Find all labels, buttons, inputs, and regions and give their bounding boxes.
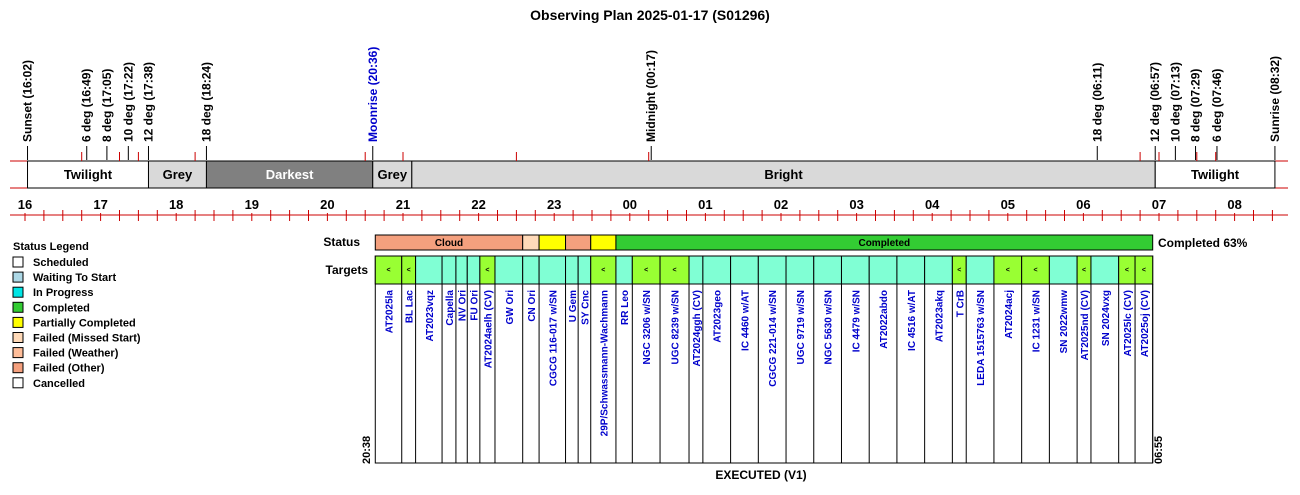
- target-name: AT2024acj: [1003, 290, 1015, 339]
- target-block: [616, 256, 632, 284]
- target-mark: <: [672, 267, 677, 274]
- legend-item-label: Failed (Missed Start): [33, 332, 141, 345]
- hour-axis: [10, 197, 1288, 221]
- legend-item-label: Completed: [33, 302, 90, 315]
- target-mark: <: [601, 267, 606, 274]
- hour-label: 00: [622, 197, 638, 212]
- target-mark: <: [1005, 267, 1010, 274]
- targets-row: [326, 256, 1153, 463]
- target-name: AT2022abdo: [879, 290, 891, 349]
- target-block: [703, 256, 731, 284]
- target-block: [814, 256, 842, 284]
- hour-label: 19: [244, 197, 260, 212]
- event-label: 8 deg (17:05): [99, 68, 114, 142]
- target-name: IC 1231 w/SN: [1031, 290, 1043, 353]
- target-block: [523, 256, 539, 284]
- target-name: AT2023vqz: [424, 290, 436, 342]
- status-segment: [591, 235, 616, 250]
- target-name: AT2025la: [384, 290, 396, 334]
- legend-swatch: [13, 348, 23, 358]
- event-label: 10 deg (07:13): [1168, 61, 1183, 142]
- target-name: AT2024ggh (CV): [691, 290, 703, 367]
- target-name: AT2025lc (CV): [1122, 290, 1134, 357]
- target-mark: <: [1033, 267, 1038, 274]
- status-segment-label: Cloud: [434, 238, 464, 249]
- target-name: Capella: [444, 290, 456, 326]
- target-block: [1091, 256, 1119, 284]
- legend-item-label: Failed (Weather): [33, 347, 119, 360]
- target-name: CGCG 116-017 w/SN: [548, 290, 560, 387]
- legend-swatch: [13, 317, 23, 327]
- target-mark: <: [485, 267, 490, 274]
- target-block: [786, 256, 814, 284]
- status-row: [323, 235, 1247, 250]
- hour-label: 06: [1076, 197, 1091, 212]
- target-mark: <: [957, 267, 962, 274]
- target-block: [578, 256, 591, 284]
- legend-swatch: [13, 272, 23, 282]
- hour-label: 05: [1000, 197, 1016, 212]
- target-block: [467, 256, 480, 284]
- target-name: SN 2024vxg: [1100, 290, 1112, 347]
- hour-label: 22: [471, 197, 486, 212]
- window-start-time: 20:38: [361, 435, 373, 464]
- legend-item-label: Partially Completed: [33, 317, 136, 330]
- hour-label: 21: [395, 197, 411, 212]
- hour-label: 23: [546, 197, 562, 212]
- target-block: [495, 256, 523, 284]
- target-mark: <: [1124, 267, 1129, 274]
- target-name: T CrB: [955, 290, 967, 318]
- target-mark: <: [1081, 267, 1087, 274]
- target-block: [869, 256, 897, 284]
- target-mark: <: [1141, 267, 1146, 274]
- target-mark: <: [386, 267, 391, 274]
- target-block: [966, 256, 994, 284]
- sky-band-label: Twilight: [1190, 167, 1240, 182]
- target-name: NGC 3206 w/SN: [642, 290, 654, 365]
- legend-item-label: Failed (Other): [33, 362, 105, 375]
- target-name: RR Leo: [620, 290, 632, 325]
- legend-item-label: Scheduled: [33, 257, 89, 269]
- event-label: 12 deg (17:38): [141, 61, 156, 142]
- sky-band-label: Darkest: [265, 167, 314, 182]
- event-label: 6 deg (16:49): [79, 68, 94, 142]
- legend-title: Status Legend: [13, 241, 89, 253]
- hour-label: 16: [17, 197, 33, 212]
- status-legend: [13, 241, 141, 390]
- target-name: GW Ori: [504, 290, 516, 325]
- event-label: 18 deg (18:24): [199, 61, 214, 142]
- target-name: AT2024aelh (CV): [483, 290, 495, 369]
- executed-label: EXECUTED (V1): [715, 468, 807, 482]
- target-name: NGC 5630 w/SN: [823, 290, 835, 365]
- hour-label: 03: [849, 197, 864, 212]
- target-mark: <: [644, 267, 649, 274]
- target-block: [689, 256, 703, 284]
- hour-label: 17: [93, 197, 108, 212]
- event-label: Sunrise (08:32): [1267, 55, 1282, 142]
- target-name: FU Ori: [469, 290, 481, 321]
- legend-swatch: [13, 257, 23, 267]
- target-block: [925, 256, 953, 284]
- hour-label: 02: [773, 197, 789, 212]
- target-name: AT2025nd (CV): [1080, 290, 1092, 361]
- target-name: LEDA 1515763 w/SN: [976, 290, 988, 386]
- sky-condition-bands: [10, 152, 1288, 188]
- target-name: CN Ori: [526, 290, 538, 322]
- legend-item-label: Waiting To Start: [33, 272, 117, 285]
- event-label: 10 deg (17:22): [121, 61, 136, 142]
- target-block: [566, 256, 579, 284]
- legend-item-label: Cancelled: [33, 377, 85, 390]
- event-markers: [21, 47, 1282, 160]
- legend-swatch: [13, 287, 23, 297]
- target-name: AT2023geo: [712, 290, 724, 343]
- target-name: AT2023akq: [934, 290, 946, 343]
- plan-title: Observing Plan 2025-01-17 (S01296): [530, 7, 770, 23]
- target-block: [731, 256, 759, 284]
- target-block: [897, 256, 925, 284]
- legend-swatch: [13, 302, 23, 312]
- legend-swatch: [13, 378, 23, 388]
- target-block: [1049, 256, 1077, 284]
- target-name: UGC 9719 w/SN: [795, 290, 807, 365]
- target-block: [841, 256, 869, 284]
- target-name: CGCG 221-014 w/SN: [768, 290, 780, 387]
- target-name: IC 4479 w/SN: [851, 290, 863, 353]
- sky-band-label: Grey: [377, 167, 408, 182]
- target-name: UGC 8239 w/SN: [670, 290, 682, 365]
- legend-swatch: [13, 363, 23, 373]
- target-name: IC 4516 w/AT: [906, 290, 918, 351]
- event-label: Sunset (16:02): [20, 59, 35, 142]
- target-name: IC 4460 w/AT: [740, 290, 752, 351]
- hour-label: 08: [1227, 197, 1242, 212]
- status-segment: [539, 235, 565, 250]
- sky-band-label: Grey: [162, 167, 193, 182]
- target-name: U Gem: [567, 290, 579, 323]
- event-label: Midnight (00:17): [644, 50, 659, 142]
- event-label: 6 deg (07:46): [1209, 68, 1224, 142]
- target-mark: <: [406, 267, 411, 274]
- status-segment: [523, 235, 539, 250]
- legend-item-label: In Progress: [33, 287, 94, 300]
- hour-label: 18: [168, 197, 184, 212]
- hour-label: 07: [1151, 197, 1167, 212]
- target-name: BL Lac: [404, 290, 416, 324]
- event-label: Moonrise (20:36): [365, 46, 380, 142]
- target-block: [758, 256, 786, 284]
- window-end-time: 06:55: [1153, 435, 1165, 464]
- sky-band-label: Twilight: [63, 167, 113, 182]
- target-name: AT2025oj (CV): [1139, 290, 1151, 358]
- target-block: [416, 256, 442, 284]
- event-label: 18 deg (06:11): [1090, 62, 1105, 142]
- sky-band-label: Bright: [764, 167, 803, 182]
- target-name: NV Ori: [457, 290, 469, 322]
- target-block: [442, 256, 456, 284]
- event-label: 8 deg (07:29): [1188, 68, 1203, 142]
- status-segment: [566, 235, 591, 250]
- status-segment-label: Completed: [858, 238, 911, 249]
- targets-row-label: Targets: [325, 263, 368, 277]
- target-name: SN 2022wmw: [1059, 290, 1071, 354]
- completed-percent: Completed 63%: [1158, 236, 1248, 250]
- hour-label: 04: [924, 197, 940, 212]
- event-label: 12 deg (06:57): [1148, 61, 1163, 142]
- legend-swatch: [13, 333, 23, 343]
- target-block: [456, 256, 467, 284]
- hour-label: 20: [320, 197, 335, 212]
- target-name: 29P/Schwassmann-Wachmann: [599, 290, 611, 437]
- target-block: [539, 256, 565, 284]
- hour-label: 01: [698, 197, 713, 212]
- target-name: SY Cnc: [580, 290, 592, 325]
- status-row-label: Status: [323, 235, 360, 249]
